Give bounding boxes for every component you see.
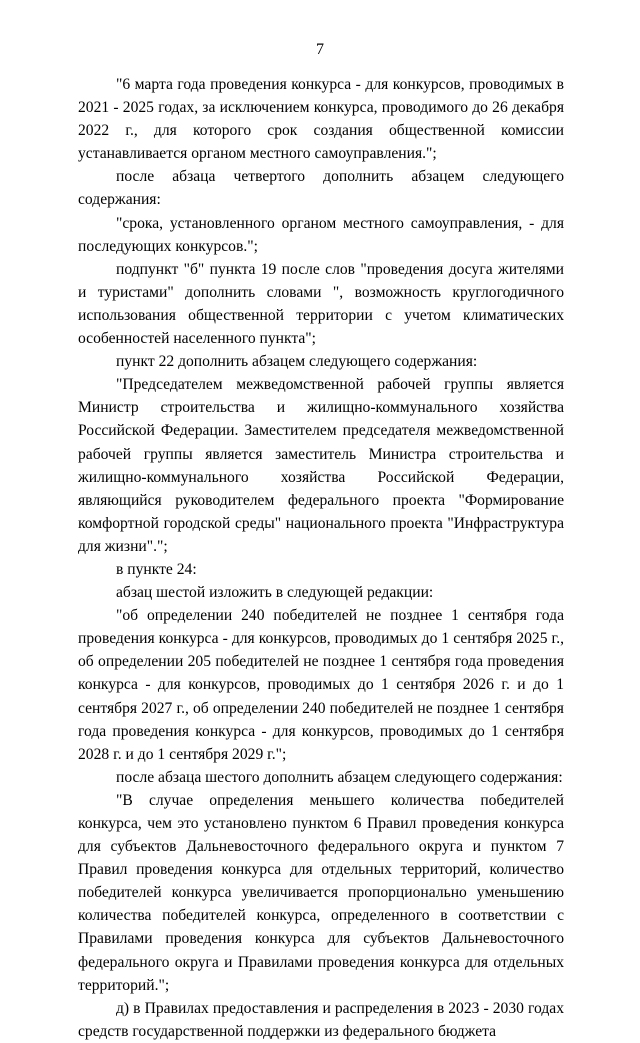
paragraph: после абзаца четвертого дополнить абзацем следующего содержания: — [78, 168, 564, 209]
paragraph: "об определении 240 победителей не позднее 1 сентября года проведения конкурса - для конкурсов, проводимых до 1 сентября 2025 г., об определении 205 победителей не позднее 1 сентября года проведения конкурса - для конкурсов, проводимых до 1 сентября 2026 г. и до 1 сентября 2027 г., об определении 240 победителей не позднее 1 сентября года проведения конкурса - для конкурсов, проводимых до 1 сентября 2028 г. и до 1 сентября 2029 г."; — [78, 607, 564, 763]
paragraph: абзац шестой изложить в следующей редакции: — [116, 584, 434, 602]
paragraph: "Председателем межведомственной рабочей группы является Министр строительства и жилищно-коммунального хозяйства Российской Федерации. Заместителем председателя межведомственной рабочей группы является заместитель Министра строительства и жилищно-коммунального хозяйства Российской Федерации, являющийся руководителем федерального проекта "Формирование комфортной городской среды" национального проекта "Инфраструктура для жизни"."; — [78, 376, 564, 555]
paragraph: после абзаца шестого дополнить абзацем следующего содержания: — [116, 768, 563, 786]
paragraph: "В случае определения меньшего количества победителей конкурса, чем это установлено пунктом 6 Правил проведения конкурса для субъектов Дальневосточного федерального округа и пунктом 7 Правил проведения конкурса для отдельных территорий, количество победителей конкурса увеличивается пропорционально уменьшению количества победителей конкурса, определенного в соответствии с Правилами проведения конкурса для субъектов Дальневосточного федерального округа и Правилами проведения конкурса для отдельных территорий."; — [78, 791, 564, 994]
document-body — [78, 73, 564, 1043]
paragraph: "6 марта года проведения конкурса - для конкурсов, проводимых в 2021 - 2025 годах, за исключением конкурса, проводимого до 26 декабря 2022 г., для которого срок создания общественной комиссии устанавливается органом местного самоуправления."; — [78, 76, 564, 163]
page-number: 7 — [316, 41, 324, 58]
paragraph: пункт 22 дополнить абзацем следующего содержания: — [116, 353, 478, 371]
paragraph: д) в Правилах предоставления и распределения в 2023 - 2030 годах средств государственной поддержки из федерального бюджета — [78, 999, 564, 1040]
paragraph: "срока, установленного органом местного самоуправления, - для последующих конкурсов."; — [78, 214, 564, 255]
paragraph: подпункт "б" пункта 19 после слов "проведения досуга жителями и туристами" дополнить словами ", возможность круглогодичного использования общественной территории с учетом климатических особенностей населенного пункта"; — [78, 260, 564, 348]
paragraph: в пункте 24: — [116, 560, 197, 578]
